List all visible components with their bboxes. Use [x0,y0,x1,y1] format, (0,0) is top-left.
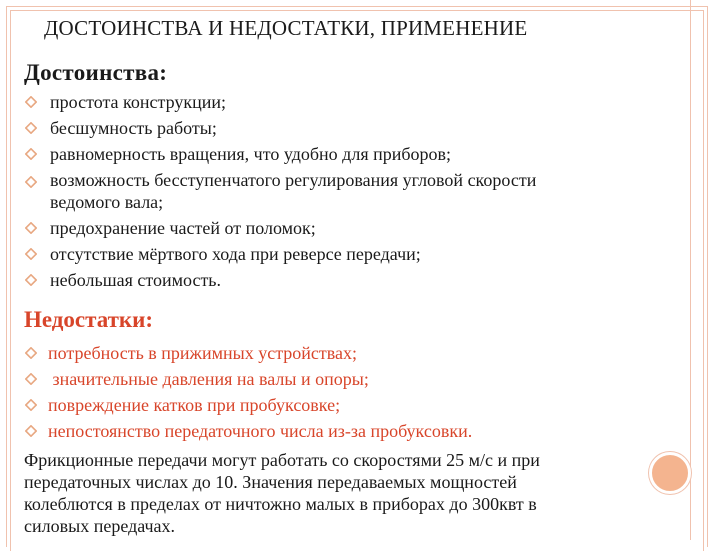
hollow-diamond-icon [25,96,37,108]
list-item-text: ведомого вала; [50,192,164,212]
hollow-diamond-icon [25,148,37,160]
list-item-text: небольшая стоимость. [50,270,222,290]
list-item [0,267,536,293]
hollow-diamond-icon [25,347,37,359]
paragraph-line: колеблются в пределах от ничтожно малых в приборах до 300квт в [24,494,537,514]
hollow-diamond-icon [25,399,37,411]
list-item [0,418,472,444]
disadvantages-heading: Недостатки: [24,307,154,332]
list-item-text: предохранение частей от поломок; [50,218,316,238]
paragraph-line: силовых передачах. [24,516,176,536]
list-item [0,89,536,115]
paragraph-line: Фрикционные передачи могут работать со скоростями 25 м/с и при [24,450,540,470]
list-item-text: непостоянство передаточного числа из-за пробуксовки. [48,421,473,441]
list-item-text: бесшумность работы; [50,118,217,138]
hollow-diamond-icon [25,122,37,134]
application-paragraph [24,449,664,537]
paragraph-line: передаточных числах до 10. Значения передаваемых мощностей [24,472,517,492]
list-item [0,241,536,267]
hollow-diamond-icon [25,176,37,188]
advantages-list [0,89,536,293]
disadvantages-list [0,340,472,444]
list-item-text: простота конструкции; [50,92,226,112]
hollow-diamond-icon [25,425,37,437]
advantages-heading: Достоинства: [24,60,168,85]
hollow-diamond-icon [25,248,37,260]
list-item [0,215,536,241]
hollow-diamond-icon [25,274,37,286]
list-item-text: отсутствие мёртвого хода при реверсе передачи; [50,244,421,264]
list-item [0,169,536,191]
list-item-text: повреждение катков при пробуксовке; [48,395,341,415]
frame-right-line [690,0,691,540]
list-item [0,115,536,141]
list-item-continuation [0,191,536,213]
hollow-diamond-icon [25,373,37,385]
hollow-diamond-icon [25,222,37,234]
list-item [0,392,472,418]
list-item [0,141,536,167]
list-item-text: возможность бесступенчатого регулирования угловой скорости [50,170,537,190]
list-item [0,366,472,392]
slide-title: ДОСТОИНСТВА И НЕДОСТАТКИ, ПРИМЕНЕНИЕ [44,16,528,40]
list-item-text: равномерность вращения, что удобно для приборов; [50,144,452,164]
list-item-text: потребность в прижимных устройствах; [48,343,358,363]
list-item [0,340,472,366]
list-item-text: значительные давления на валы и опоры; [48,369,369,389]
decorative-circle-icon [649,452,691,494]
